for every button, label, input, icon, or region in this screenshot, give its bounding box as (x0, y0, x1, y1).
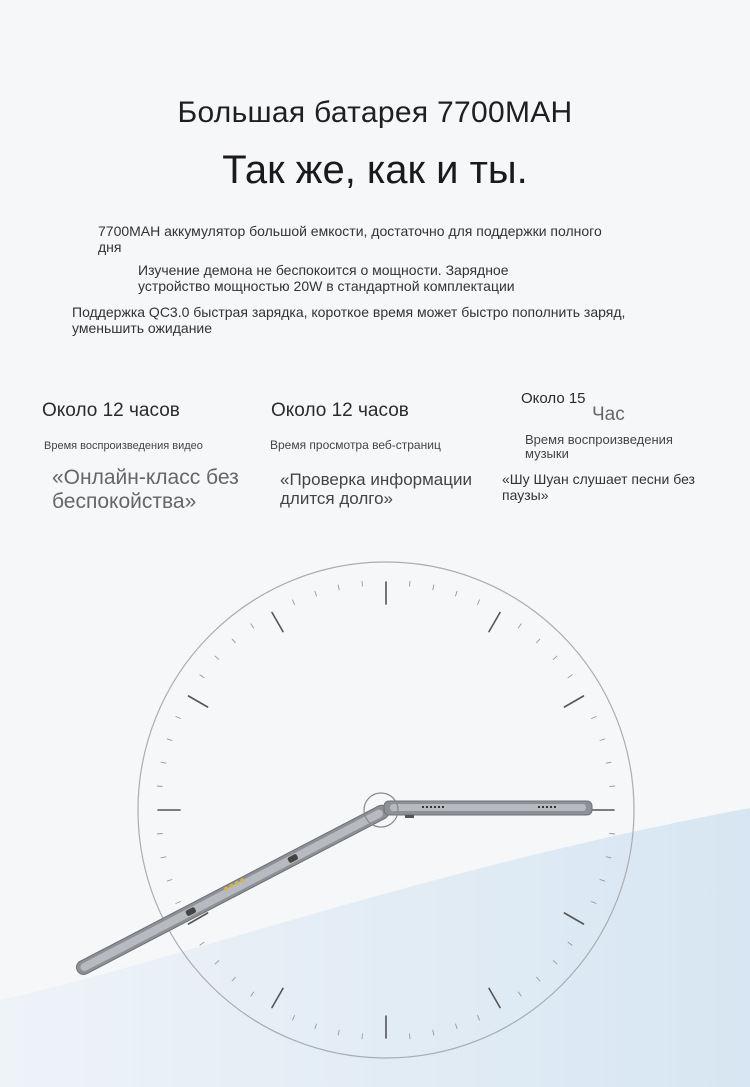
clock-minor-tick (456, 1024, 458, 1029)
clock-major-tick (489, 613, 500, 632)
clock-minor-tick (362, 581, 363, 586)
clock-minor-tick (315, 591, 317, 596)
clock-minor-tick (537, 977, 540, 981)
clock-minor-tick (293, 600, 295, 605)
clock-minor-tick (293, 1016, 295, 1021)
clock-minor-tick (338, 585, 339, 590)
feature-web-quote: «Проверка информации длится долго» (280, 470, 472, 508)
clock-minor-tick (157, 834, 162, 835)
clock-major-tick (189, 696, 208, 707)
clock-minor-tick (537, 639, 540, 643)
feature-video-label: Время воспроизведения видео (44, 440, 203, 452)
clock-minor-tick (568, 942, 572, 945)
clock-minor-tick (251, 624, 254, 628)
clock-minor-tick (315, 1024, 317, 1029)
clock-minor-tick (433, 1030, 434, 1035)
clock-minor-tick (167, 739, 172, 741)
feature-music-hours: Около 15 (521, 390, 586, 407)
feature-web-hours: Около 12 часов (271, 400, 409, 421)
description-capacity: 7700MAH аккумулятор большой емкости, достаточно для поддержки полного дня (98, 223, 602, 255)
clock-minor-tick (610, 786, 615, 787)
clock-minor-tick (568, 675, 572, 678)
clock-minor-tick (553, 961, 557, 964)
clock-minor-tick (592, 902, 597, 904)
clock-major-tick (489, 988, 500, 1007)
clock-minor-tick (606, 762, 611, 763)
clock-minor-tick (251, 992, 254, 996)
description-charger: Изучение демона не беспокоится о мощности. Зарядное устройство мощностью 20W в стандартной комплектации (138, 262, 515, 294)
clock-minor-tick (176, 717, 181, 719)
clock-minor-tick (600, 880, 605, 882)
clock-minor-tick (600, 739, 605, 741)
clock-major-tick (272, 988, 283, 1007)
clock-minor-tick (610, 834, 615, 835)
description-fast-charge: Поддержка QC3.0 быстрая зарядка, короткое время может быстро пополнить заряд, уменьшить ожидание (72, 304, 626, 336)
clock-minor-tick (232, 639, 235, 643)
tablet-flat (384, 801, 592, 818)
clock-minor-tick (410, 581, 411, 586)
clock-minor-tick (606, 857, 611, 858)
feature-video-quote: «Онлайн-класс без беспокойства» (52, 466, 239, 513)
clock-minor-tick (478, 1016, 480, 1021)
clock-minor-tick (157, 786, 162, 787)
page-title: Большая батарея 7700MAH (177, 96, 573, 129)
clock-minor-tick (176, 902, 181, 904)
clock-minor-tick (232, 977, 235, 981)
tablet-angled (74, 803, 391, 977)
clock-major-tick (564, 696, 583, 707)
clock-minor-tick (456, 591, 458, 596)
page-subtitle: Так же, как и ты. (222, 148, 528, 192)
clock-minor-tick (200, 675, 204, 678)
clock-minor-tick (518, 992, 521, 996)
feature-music-quote: «Шу Шуан слушает песни без паузы» (502, 471, 695, 503)
feature-music-hours-unit: Час (592, 404, 625, 425)
feature-music-label: Время воспроизведения музыки (525, 432, 673, 461)
clock-minor-tick (592, 717, 597, 719)
clock-minor-tick (410, 1034, 411, 1039)
clock-minor-tick (362, 1034, 363, 1039)
clock-major-tick (564, 913, 583, 924)
clock-minor-tick (215, 656, 219, 659)
clock-minor-tick (433, 585, 434, 590)
feature-web-label: Время просмотра веб-страниц (270, 438, 441, 452)
clock-minor-tick (167, 880, 172, 882)
clock-minor-tick (338, 1030, 339, 1035)
clock-minor-tick (518, 624, 521, 628)
clock-minor-tick (161, 762, 166, 763)
clock-minor-tick (200, 942, 204, 945)
clock-minor-tick (553, 656, 557, 659)
feature-video-hours: Около 12 часов (42, 400, 180, 421)
clock-minor-tick (161, 857, 166, 858)
clock-major-tick (272, 613, 283, 632)
clock-minor-tick (478, 600, 480, 605)
clock-minor-tick (215, 961, 219, 964)
